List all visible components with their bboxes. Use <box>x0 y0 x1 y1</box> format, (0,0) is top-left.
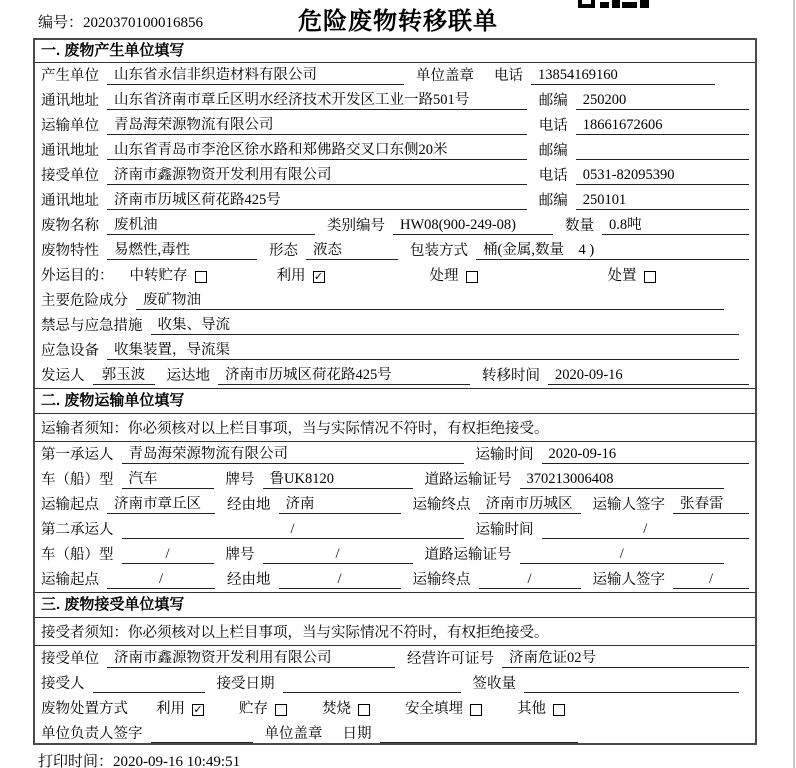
row-route1 <box>35 492 755 517</box>
waste-form-label: 形态 <box>269 243 298 259</box>
route1-end-value: 济南市历城区 <box>479 496 581 514</box>
waste-qty-value: 0.8吨 <box>602 217 749 235</box>
first-carrier-value: 青岛海荣源物流有限公司 <box>122 446 464 464</box>
transporter-address-label: 通讯地址 <box>41 143 99 159</box>
page-title: 危险废物转移联单 <box>298 8 498 35</box>
vehicle2-type-label: 车（船）型 <box>41 547 114 563</box>
dispatcher-value: 郭玉波 <box>93 367 155 385</box>
row-receive-unit <box>35 646 755 671</box>
purpose-option-treat: 处理 <box>430 268 478 285</box>
waste-form-value: 液态 <box>306 242 398 260</box>
route2-start-label: 运输起点 <box>41 572 99 588</box>
waste-name-label: 废物名称 <box>41 218 99 234</box>
receiver-address-value: 济南市历城区荷花路425号 <box>107 192 527 210</box>
disposal-option-landfill: 安全填埋 <box>405 701 482 718</box>
row-receiver-unit <box>35 163 755 188</box>
vehicle1-type-label: 车（船）型 <box>41 472 114 488</box>
waste-pack-label: 包装方式 <box>410 243 468 259</box>
row-dispatcher <box>35 363 755 388</box>
second-carrier-value: / <box>122 521 464 539</box>
vehicle1-license-value: 370213006408 <box>520 471 725 489</box>
transport-time2-value: / <box>542 521 750 539</box>
transport-time2-label: 运输时间 <box>475 522 534 538</box>
row-transporter-unit <box>35 113 755 138</box>
disposal-option-store: 贮存 <box>239 701 287 718</box>
receipt-amount-value <box>524 692 739 693</box>
waste-name-value: 废机油 <box>107 217 315 235</box>
operating-license-label: 经营许可证号 <box>407 651 494 667</box>
receiver-phone-label: 电话 <box>538 168 568 184</box>
page-right-edge <box>793 0 795 768</box>
row-disposal-method <box>35 696 755 721</box>
producer-phone-label: 电话 <box>494 68 523 84</box>
section3-header: 三. 废物接受单位填写 <box>35 592 755 618</box>
receiver-phone-value: 0531-82095390 <box>576 167 749 185</box>
receive-unit-value: 济南市鑫源物资开发利用有限公司 <box>107 650 395 668</box>
hazard-label: 主要危险成分 <box>41 293 128 309</box>
transfer-form-table <box>33 38 757 745</box>
row-emergency-equipment <box>35 338 755 363</box>
transport-time1-label: 运输时间 <box>475 447 534 463</box>
route2-via-label: 经由地 <box>227 572 271 588</box>
receive-date-label: 接受日期 <box>216 676 275 692</box>
signoff-label: 单位负责人签字 <box>41 726 143 742</box>
transporter-address-value: 山东省青岛市李沧区徐水路和郑佛路交叉口东侧20米 <box>107 142 527 160</box>
equipment-label: 应急设备 <box>41 343 99 359</box>
checkbox-icon <box>195 271 207 283</box>
producer-unit-label: 产生单位 <box>41 68 99 84</box>
vehicle1-plate-value: 鲁UK8120 <box>263 471 413 489</box>
producer-zip-label: 邮编 <box>538 93 568 109</box>
route1-end-label: 运输终点 <box>412 497 471 513</box>
producer-address-label: 通讯地址 <box>41 93 99 109</box>
transporter-zip-label: 邮编 <box>538 143 568 159</box>
route2-end-value: / <box>479 571 581 589</box>
taboo-label: 禁忌与应急措施 <box>41 318 143 334</box>
receiver-unit-label: 接受单位 <box>41 168 99 184</box>
section1-header: 一. 废物产生单位填写 <box>35 40 755 63</box>
waste-code-value: HW08(900-249-08) <box>393 217 553 235</box>
checkbox-icon <box>644 271 656 283</box>
waste-qty-label: 数量 <box>565 218 594 234</box>
checkbox-icon: ✓ <box>193 702 203 716</box>
vehicle1-type-value: 汽车 <box>122 471 214 489</box>
taboo-value: 收集、导流 <box>151 317 740 335</box>
purpose-option-use: 利用 ✓ <box>276 268 324 284</box>
row-first-carrier <box>35 442 755 467</box>
route1-via-value: 济南 <box>279 496 401 514</box>
row-producer-unit <box>35 63 755 88</box>
print-time <box>38 750 240 768</box>
row-waste-props <box>35 238 755 263</box>
disposal-method-label: 废物处置方式 <box>41 701 128 717</box>
row-producer-address <box>35 88 755 113</box>
vehicle2-plate-value: / <box>263 546 413 564</box>
row-hazard-component <box>35 288 755 313</box>
vehicle1-plate-label: 牌号 <box>225 472 255 488</box>
signoff-date-value <box>380 742 578 743</box>
waste-pack-value: 桶(金属,数量 4 ) <box>476 242 749 260</box>
row-receive-person <box>35 671 755 696</box>
destination-value: 济南市历城区荷花路425号 <box>218 367 470 385</box>
vehicle2-type-value: / <box>122 546 214 564</box>
purpose-option-storage: 中转贮存 <box>130 268 207 285</box>
producer-phone-value: 13854169160 <box>531 67 715 85</box>
transporter-unit-label: 运输单位 <box>41 118 99 134</box>
transporter-phone-label: 电话 <box>538 118 568 134</box>
checkbox-icon <box>470 704 482 716</box>
route2-sign-label: 运输人签字 <box>592 572 665 588</box>
receipt-amount-label: 签收量 <box>472 676 516 692</box>
waste-props-label: 废物特性 <box>41 243 99 259</box>
route2-via-value: / <box>279 571 401 589</box>
disposal-option-use: 利用 ✓ <box>156 701 203 717</box>
vehicle2-license-label: 道路运输证号 <box>424 547 512 563</box>
row-route2 <box>35 567 755 592</box>
route1-start-value: 济南市章丘区 <box>107 496 215 514</box>
receive-date-value <box>283 692 461 693</box>
receive-unit-label: 接受单位 <box>41 651 99 667</box>
destination-label: 运达地 <box>166 368 210 384</box>
seal-label: 单位盖章 <box>416 68 474 84</box>
route1-sign-value: 张春雷 <box>673 496 749 514</box>
signoff-seal-label: 单位盖章 <box>264 726 323 742</box>
receiver-unit-value: 济南市鑫源物资开发利用有限公司 <box>107 167 527 185</box>
receive-person-label: 接受人 <box>41 676 85 692</box>
checkbox-icon <box>466 271 478 283</box>
receiver-address-label: 通讯地址 <box>41 193 99 209</box>
producer-address-value: 山东省济南市章丘区明水经济技术开发区工业一路501号 <box>107 92 527 110</box>
route1-sign-label: 运输人签字 <box>592 497 665 513</box>
transporter-phone-value: 18661672606 <box>576 117 749 135</box>
section3-notice: 接受者须知：你必须核对以上栏目事项，当与实际情况不符时，有权拒绝接受。 <box>35 618 755 646</box>
document-header <box>0 0 796 38</box>
transport-time1-value: 2020-09-16 <box>542 446 750 464</box>
disposal-option-other: 其他 <box>517 701 565 718</box>
waste-props-value: 易燃性,毒性 <box>107 242 257 260</box>
row-vehicle1 <box>35 467 755 492</box>
dispatcher-label: 发运人 <box>41 368 85 384</box>
transfer-time-label: 转移时间 <box>482 368 540 384</box>
route1-via-label: 经由地 <box>227 497 271 513</box>
section2-notice: 运输者须知：你必须核对以上栏目事项，当与实际情况不符时，有权拒绝接受。 <box>35 414 755 442</box>
receiver-zip-label: 邮编 <box>538 193 568 209</box>
purpose-label: 外运目的： <box>41 268 114 284</box>
route2-sign-value: / <box>673 571 749 589</box>
disposal-option-incinerate: 焚烧 <box>322 701 370 718</box>
vehicle2-plate-label: 牌号 <box>225 547 255 563</box>
print-time-value: 2020-09-16 10:49:51 <box>113 754 241 768</box>
row-taboo-measures <box>35 313 755 338</box>
producer-unit-value: 山东省永信非织造材料有限公司 <box>107 67 404 85</box>
serial-label: 编号： <box>38 15 84 31</box>
checkbox-icon <box>553 704 565 716</box>
producer-zip-value: 250200 <box>576 92 749 110</box>
checkbox-icon <box>358 704 370 716</box>
first-carrier-label: 第一承运人 <box>41 447 114 463</box>
section2-header: 二. 废物运输单位填写 <box>35 388 755 414</box>
receive-person-value <box>93 692 205 693</box>
transporter-unit-value: 青岛海荣源物流有限公司 <box>107 117 527 135</box>
row-receiver-address <box>35 188 755 213</box>
hazard-value: 废矿物油 <box>136 292 724 310</box>
receiver-zip-value: 250101 <box>576 192 749 210</box>
serial-value: 2020370100016856 <box>83 15 204 31</box>
second-carrier-label: 第二承运人 <box>41 522 114 538</box>
row-waste-name <box>35 213 755 238</box>
equipment-value: 收集装置，导流渠 <box>107 342 739 360</box>
transfer-time-value: 2020-09-16 <box>548 367 749 385</box>
waste-code-label: 类别编号 <box>327 218 385 234</box>
route2-end-label: 运输终点 <box>412 572 471 588</box>
vehicle1-license-label: 道路运输证号 <box>424 472 512 488</box>
row-second-carrier <box>35 517 755 542</box>
route2-start-value: / <box>107 571 215 589</box>
transporter-zip-value <box>576 159 749 160</box>
row-transfer-purpose <box>35 263 755 288</box>
route1-start-label: 运输起点 <box>41 497 99 513</box>
vehicle2-license-value: / <box>520 546 725 564</box>
row-transporter-address <box>35 138 755 163</box>
print-time-label: 打印时间： <box>38 754 114 768</box>
qr-code-fragment <box>578 0 650 9</box>
checkbox-icon <box>275 704 287 716</box>
operating-license-value: 济南危证02号 <box>502 650 749 668</box>
signoff-value <box>151 742 253 743</box>
checkbox-icon: ✓ <box>313 269 324 283</box>
purpose-option-dispose: 处置 <box>608 268 656 285</box>
signoff-date-label: 日期 <box>342 726 372 742</box>
row-vehicle2 <box>35 542 755 567</box>
row-signoff <box>35 721 755 746</box>
